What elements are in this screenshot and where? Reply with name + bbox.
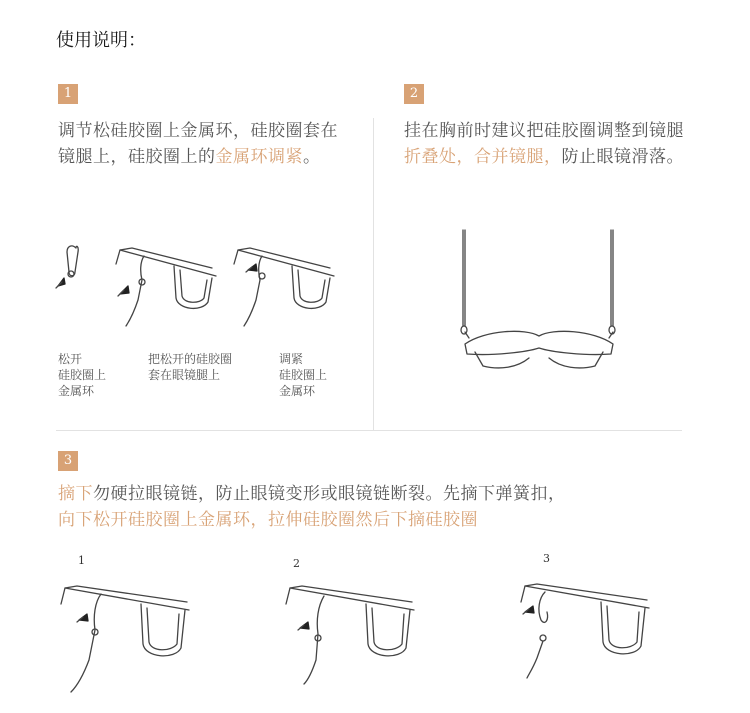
instruction-line-highlight: 向下松开硅胶圈上金属环，拉伸硅胶圈然后下摘硅胶圈 (58, 510, 478, 530)
section3-instruction (58, 481, 708, 533)
instruction-text-end: 。 (303, 147, 321, 167)
label-line: 金属环 (279, 384, 316, 398)
removal-step-illustration (515, 578, 655, 698)
glasses-temple-illustration (230, 240, 338, 330)
section1-instruction (58, 118, 348, 170)
removal-step-illustration (55, 580, 195, 700)
instruction-highlight: 金属环调紧 (215, 147, 303, 167)
step-number-badge: 2 (404, 84, 424, 104)
label-line: 金属环 (58, 384, 95, 398)
label-line: 调紧 (279, 352, 304, 366)
step-number: 3 (543, 552, 550, 565)
vertical-divider (373, 118, 374, 430)
step-number-badge: 1 (58, 84, 78, 104)
instruction-text: 勿硬拉眼镜链，防止眼镜变形或眼镜链断裂。先摘下弹簧扣， (93, 484, 566, 504)
instruction-highlight: 摘下 (58, 484, 93, 504)
folded-glasses-illustration (455, 226, 625, 376)
instruction-line (58, 481, 708, 507)
step-label (58, 351, 106, 399)
page-title: 使用说明： (56, 30, 146, 51)
label-line: 硅胶圈上 (279, 368, 328, 382)
instruction-text: 调节松硅胶圈上金属环，硅胶圈套在镜腿上，硅胶圈上的 (58, 121, 338, 167)
step-number-badge: 3 (58, 451, 78, 471)
section2-instruction (404, 118, 694, 170)
label-line: 硅胶圈上 (58, 368, 107, 382)
step-label (279, 351, 327, 399)
instruction-highlight: 折叠处，合并镜腿， (404, 147, 562, 167)
label-line: 把松开的硅胶圈 (148, 352, 233, 366)
glasses-temple-illustration (112, 240, 220, 330)
removal-step-illustration (280, 580, 420, 700)
instruction-text: 挂在胸前时建议把硅胶圈调整到镜腿 (404, 121, 684, 141)
instruction-text-end: 防止眼镜滑落。 (561, 147, 684, 167)
label-line: 套在眼镜腿上 (148, 368, 221, 382)
step-number: 2 (293, 557, 300, 570)
step-label (148, 351, 232, 383)
horizontal-divider (56, 430, 682, 431)
label-line: 松开 (58, 352, 83, 366)
silicone-loop-illustration (50, 240, 110, 300)
step-number: 1 (78, 554, 85, 567)
